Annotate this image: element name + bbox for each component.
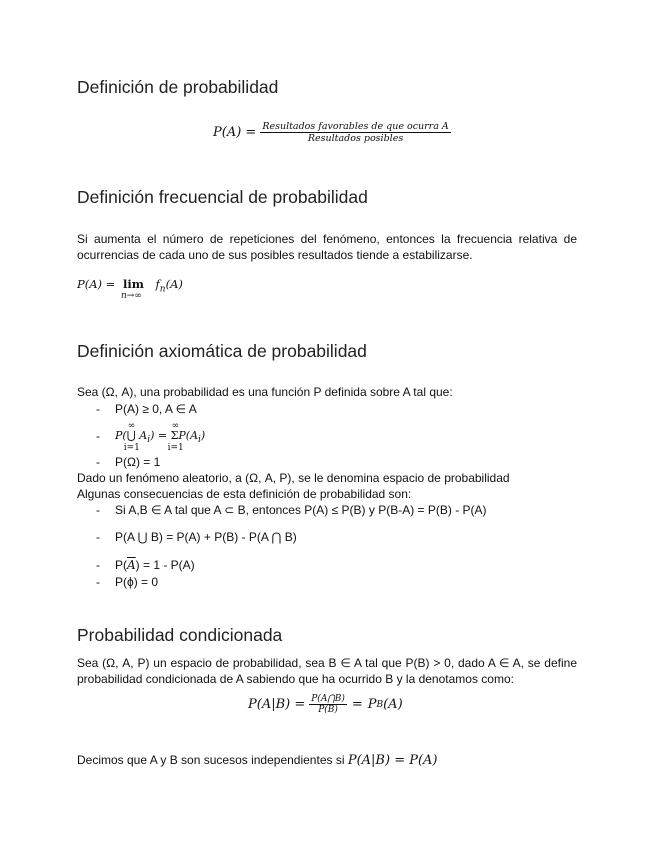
axiom-2-a: A	[139, 429, 148, 442]
bullet-dash: -	[96, 503, 100, 517]
sum-symbol: Σ	[170, 429, 179, 442]
axiom-2-formula	[115, 421, 206, 453]
formula-numerator: Resultados favorables de que ocurra A	[262, 121, 449, 132]
cond-fraction	[309, 694, 347, 715]
consequence-3-rest: ) = 1 - P(A)	[135, 558, 195, 572]
section-heading-axiomatica: Definición axiomática de probabilidad	[77, 341, 367, 361]
cond-denominator: P(B)	[318, 705, 338, 715]
cond-lhs: P(A|B) =	[248, 697, 306, 712]
conditional-paragraph: Sea (Ω, A, P) un espacio de probabilidad, sea B ∈ A tal que P(B) > 0, dado A ∈ A, se define probabilidad condicionada de A sabiendo que ha ocurrido B y la denotamos como:	[77, 656, 577, 686]
axiom-item-3	[96, 454, 160, 470]
classical-probability-formula	[213, 121, 451, 144]
axiom-1-text: P(A) ≥ 0, A ∈ A	[115, 402, 197, 416]
axiom-2-close: )	[200, 429, 206, 442]
axiom-2-eq: ) =	[150, 429, 168, 442]
axiom-2-a-sub: i	[147, 435, 151, 446]
independence-line	[77, 752, 597, 769]
cond-numerator: P(A⋂B)	[311, 694, 345, 704]
complement-a: $\overline{A}$	[127, 558, 136, 572]
bullet-dash: -	[96, 455, 100, 469]
limit-subscript: n→∞	[120, 291, 142, 301]
freq-lhs: P(A) =	[77, 277, 116, 291]
consequence-2	[96, 529, 297, 545]
union-symbol: ⋃	[126, 429, 136, 442]
freq-rhs: f	[155, 277, 160, 291]
formula-fraction	[260, 121, 450, 144]
formula-lhs: P(A) =	[213, 125, 257, 140]
formula-denominator: Resultados posibles	[307, 133, 404, 144]
axiom-3-text: P(Ω) = 1	[115, 455, 161, 469]
sum-sub: i=1	[167, 443, 184, 453]
consequence-2-text: P(A ⋃ B) = P(A) + P(B) - P(A ⋂ B)	[115, 530, 297, 544]
bullet-dash: -	[96, 575, 100, 589]
axiomatic-intro: Sea (Ω, A), una probabilidad es una función P definida sobre A tal que:	[77, 385, 453, 399]
axiom-2-pa-sub: i	[198, 435, 201, 446]
frequency-formula	[77, 277, 183, 301]
section-heading-frecuencial: Definición frecuencial de probabilidad	[77, 187, 368, 207]
union-sub: i=1	[123, 443, 140, 453]
cond-rhs-arg: (A)	[383, 697, 403, 712]
consequence-1	[96, 502, 487, 518]
section-heading-condicionada: Probabilidad condicionada	[77, 625, 283, 645]
cond-rhs-sub: B	[376, 699, 384, 710]
consequence-4-text: P(ϕ) = 0	[115, 575, 159, 589]
consequence-3-p: P(	[115, 558, 127, 572]
union-sup: ∞	[127, 421, 136, 431]
section-heading-probabilidad: Definición de probabilidad	[77, 77, 279, 97]
independence-text: Decimos que A y B son sucesos independientes si	[77, 753, 345, 767]
bullet-dash: -	[96, 530, 100, 544]
independence-formula: P(A|B) = P(A)	[347, 753, 438, 768]
cond-equals: =	[351, 697, 363, 712]
consequence-3	[96, 557, 195, 573]
axiom-2-pa: P(A	[178, 429, 199, 442]
conditional-probability-formula	[248, 694, 403, 715]
bullet-dash: -	[96, 402, 100, 416]
freq-rhs-subscript: n	[159, 284, 166, 295]
probability-space-line: Dado un fenómeno aleatorio, a (Ω, A, P), se le denomina espacio de probabilidad	[77, 471, 510, 485]
consequences-intro: Algunas consecuencias de esta definición de probabilidad son:	[77, 487, 412, 501]
consequence-1-text: Si A,B ∈ A tal que A ⊂ B, entonces P(A) ≤ P(B) y P(B-A) = P(B) - P(A)	[115, 503, 487, 517]
freq-rhs-arg: (A)	[165, 277, 183, 291]
axiom-item-1	[96, 401, 197, 417]
cond-rhs: P	[367, 697, 377, 712]
axiom-2-p: P(	[115, 429, 127, 442]
frequency-paragraph: Si aumenta el número de repeticiones del fenómeno, entonces la frecuencia relativa de ocurrencias de cada uno de sus posibles resultados tiende a estabilizarse.	[77, 232, 577, 262]
bullet-dash: -	[96, 429, 100, 443]
bullet-dash: -	[96, 558, 100, 572]
consequence-4	[96, 574, 158, 590]
limit-operator: lim	[122, 277, 144, 291]
sum-sup: ∞	[171, 421, 180, 431]
